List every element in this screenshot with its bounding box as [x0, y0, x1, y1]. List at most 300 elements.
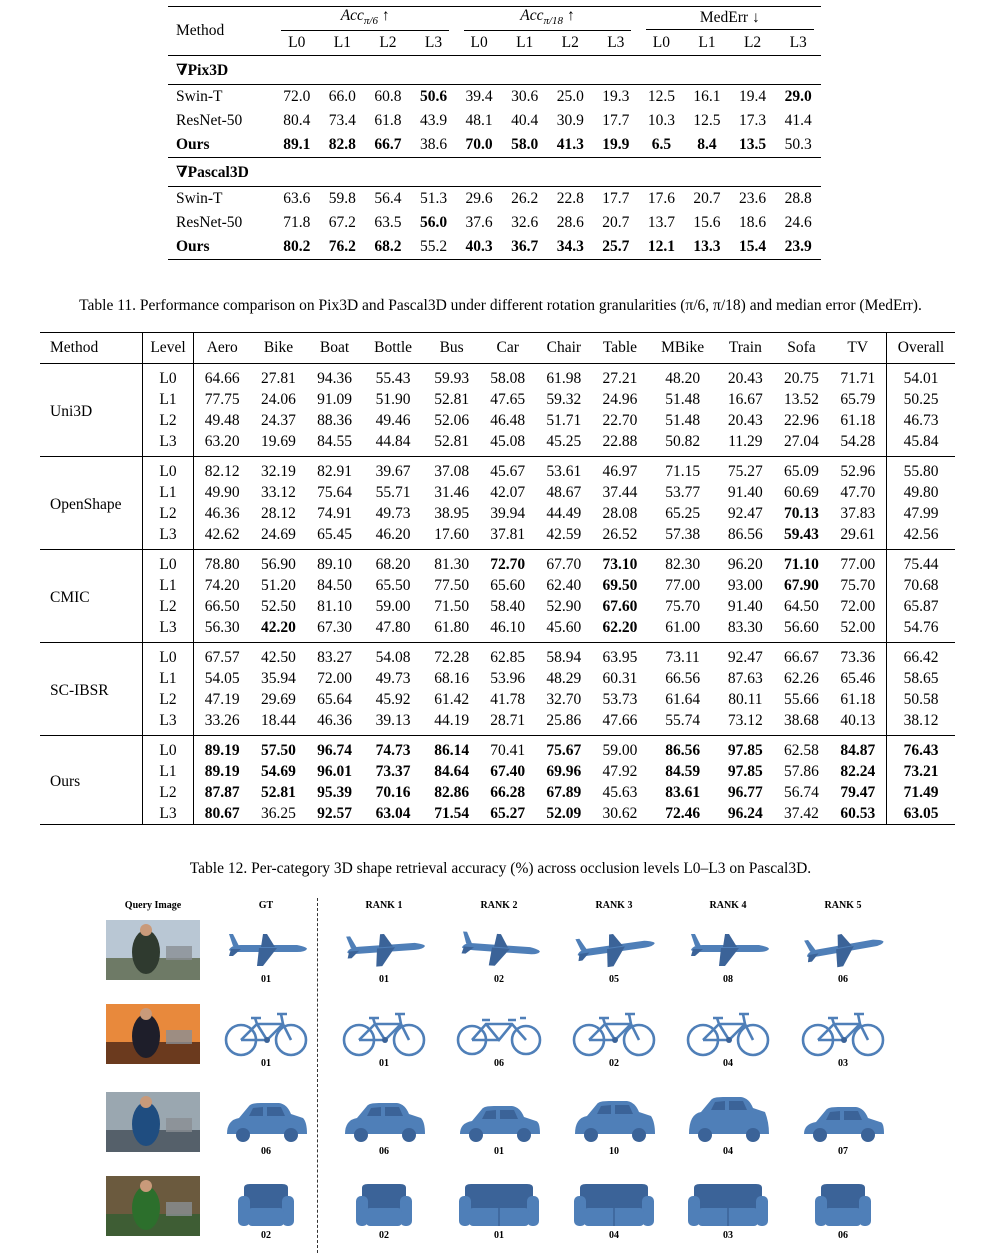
level-cell: L1 [143, 575, 194, 596]
value-cell: 50.25 [887, 389, 956, 410]
value-cell: 28.12 [261, 504, 296, 522]
value-cell: 47.70 [840, 483, 876, 501]
value-cell: 55.66 [784, 690, 819, 708]
value-cell: 63.5 [374, 214, 402, 231]
level-header: L2 [561, 34, 579, 51]
value-cell: 29.0 [775, 85, 821, 110]
value-cell: 52.81 [434, 390, 470, 408]
sofa-shape [798, 1174, 888, 1234]
level-cell: L3 [143, 803, 194, 825]
value-cell: 63.6 [274, 187, 320, 212]
value-cell: 49.90 [204, 483, 240, 501]
value-cell: 10.3 [647, 112, 675, 129]
value-cell: 52.06 [434, 411, 470, 429]
value-cell: 12.1 [639, 235, 685, 260]
figure-column-header: RANK 2 [480, 900, 518, 911]
method-cell: Ours [168, 235, 274, 260]
value-cell: 54.69 [261, 762, 296, 780]
value-cell: 41.3 [556, 136, 584, 153]
value-cell: 71.49 [887, 782, 956, 803]
value-cell: 46.20 [363, 524, 424, 550]
value-cell: 62.26 [784, 669, 819, 687]
airplane-shape [569, 918, 659, 978]
table-row [40, 431, 955, 457]
value-cell: 65.50 [375, 576, 411, 594]
value-cell: 35.94 [261, 669, 296, 687]
shape-label: 01 [494, 1230, 504, 1241]
method-header: Method [168, 7, 274, 56]
value-cell: 96.01 [317, 762, 352, 780]
value-cell: 73.12 [717, 710, 773, 736]
query-image [106, 1092, 200, 1152]
value-cell: 19.4 [730, 85, 776, 110]
value-cell: 55.71 [375, 483, 411, 501]
column-header: Method [40, 333, 143, 364]
section-title: ∇Pix3D [168, 56, 821, 85]
shape-label: 06 [261, 1146, 271, 1157]
value-cell: 73.11 [665, 648, 700, 666]
value-cell: 92.57 [307, 803, 363, 825]
group-subscript: π/6 [363, 15, 378, 28]
value-cell: 72.00 [840, 597, 876, 615]
value-cell: 77.50 [434, 576, 470, 594]
value-cell: 50.58 [887, 689, 956, 710]
value-cell: 24.6 [784, 214, 812, 231]
value-cell: 20.75 [784, 369, 819, 387]
value-cell: 80.11 [728, 690, 763, 708]
value-cell: 38.12 [887, 710, 956, 736]
airplane-shape [798, 918, 888, 978]
level-cell: L2 [143, 782, 194, 803]
table-row [40, 643, 955, 669]
value-cell: 58.40 [490, 597, 526, 615]
value-cell: 29.69 [261, 690, 296, 708]
value-cell: 91.40 [727, 483, 763, 501]
method-cell: ResNet-50 [176, 214, 243, 231]
table-row [168, 235, 821, 260]
value-cell: 91.40 [727, 597, 763, 615]
value-cell: 43.9 [419, 112, 448, 129]
value-cell: 73.4 [328, 112, 356, 129]
value-cell: 60.53 [830, 803, 887, 825]
value-cell: 66.7 [374, 136, 402, 153]
column-header: Level [143, 333, 194, 364]
level-cell: L0 [143, 457, 194, 483]
value-cell: 72.46 [648, 803, 717, 825]
table-11-header-row [168, 7, 821, 32]
value-cell: 72.0 [274, 85, 320, 110]
value-cell: 69.96 [546, 762, 582, 780]
value-cell: 13.5 [739, 136, 767, 153]
retrieval-figure [0, 890, 1001, 1259]
value-cell: 50.3 [784, 136, 812, 153]
figure-column-header: GT [258, 900, 274, 911]
level-cell: L0 [143, 643, 194, 669]
value-cell: 24.69 [250, 524, 306, 550]
column-header: Bus [424, 333, 480, 364]
value-cell: 89.19 [204, 741, 240, 759]
value-cell: 51.48 [665, 390, 701, 408]
value-cell: 56.4 [365, 187, 411, 212]
airplane-shape [221, 918, 311, 978]
value-cell: 66.42 [887, 643, 956, 669]
value-cell: 12.5 [639, 85, 685, 110]
table-row [40, 710, 955, 736]
method-cell: Swin-T [168, 187, 274, 212]
value-cell: 44.19 [424, 710, 480, 736]
value-cell: 75.44 [887, 550, 956, 576]
value-cell: 52.00 [830, 617, 887, 643]
value-cell: 25.7 [593, 235, 639, 260]
group-header [639, 7, 821, 32]
shape-label: 05 [609, 974, 619, 985]
value-cell: 61.00 [648, 617, 717, 643]
table-row [40, 575, 955, 596]
value-cell: 61.98 [546, 369, 582, 387]
value-cell: 67.60 [602, 597, 638, 615]
value-cell: 57.86 [784, 762, 819, 780]
value-cell: 37.81 [480, 524, 536, 550]
value-cell: 74.91 [317, 504, 352, 522]
value-cell: 82.86 [434, 783, 470, 801]
level-header: L2 [379, 34, 397, 51]
value-cell: 62.40 [546, 576, 582, 594]
value-cell: 96.74 [317, 741, 352, 759]
group-header-label: Acc$_{\pi/18}$ ↑ [464, 7, 632, 30]
value-cell: 97.85 [727, 741, 763, 759]
shape-label: 06 [379, 1146, 389, 1157]
value-cell: 29.6 [456, 187, 502, 212]
value-cell: 67.40 [490, 762, 526, 780]
value-cell: 65.60 [490, 576, 526, 594]
table-11 [168, 6, 821, 260]
value-cell: 54.76 [887, 617, 956, 643]
value-cell: 48.67 [546, 483, 582, 501]
value-cell: 60.31 [602, 669, 638, 687]
value-cell: 32.19 [261, 462, 296, 480]
value-cell: 65.25 [665, 504, 701, 522]
value-cell: 68.16 [434, 669, 470, 687]
value-cell: 74.20 [204, 576, 240, 594]
shape-label: 01 [379, 1058, 389, 1069]
car-shape [798, 1090, 888, 1150]
value-cell: 22.96 [784, 411, 819, 429]
value-cell: 28.08 [602, 504, 638, 522]
value-cell: 20.7 [684, 187, 730, 212]
level-header: L3 [424, 34, 443, 51]
value-cell: 67.89 [546, 783, 582, 801]
value-cell: 53.73 [602, 690, 638, 708]
value-cell: 68.2 [365, 235, 411, 260]
value-cell: 45.60 [536, 617, 592, 643]
table-row [40, 482, 955, 503]
value-cell: 59.32 [546, 390, 582, 408]
value-cell: 45.67 [490, 462, 526, 480]
value-cell: 67.30 [307, 617, 363, 643]
value-cell: 52.81 [261, 783, 296, 801]
query-image [106, 1004, 200, 1064]
value-cell: 66.28 [490, 783, 526, 801]
value-cell: 72.00 [317, 669, 352, 687]
value-cell: 27.81 [261, 369, 296, 387]
shape-label: 07 [838, 1146, 848, 1157]
method-cell: Uni3D [40, 364, 143, 457]
value-cell: 45.25 [536, 431, 592, 457]
level-cell: L3 [143, 710, 194, 736]
value-cell: 61.80 [424, 617, 480, 643]
shape-label: 01 [379, 974, 389, 985]
value-cell: 83.30 [717, 617, 773, 643]
value-cell: 39.4 [456, 85, 502, 110]
value-cell: 53.61 [546, 462, 582, 480]
column-header: MBike [648, 333, 717, 364]
value-cell: 84.64 [434, 762, 470, 780]
value-cell: 17.60 [424, 524, 480, 550]
value-cell: 20.7 [602, 214, 630, 231]
figure-column-header: Query Image [124, 900, 182, 911]
value-cell: 11.29 [717, 431, 773, 457]
value-cell: 75.70 [840, 576, 876, 594]
table-row [40, 689, 955, 710]
value-cell: 20.43 [727, 369, 763, 387]
section-row [168, 158, 821, 187]
value-cell: 50.82 [648, 431, 717, 457]
level-cell: L0 [143, 736, 194, 762]
value-cell: 24.96 [602, 390, 638, 408]
value-cell: 55.2 [411, 235, 457, 260]
value-cell: 89.1 [283, 136, 311, 153]
level-cell: L3 [143, 524, 194, 550]
table-row [40, 364, 955, 390]
value-cell: 27.21 [602, 369, 638, 387]
value-cell: 63.20 [194, 431, 251, 457]
sofa-shape [339, 1174, 429, 1234]
method-cell: Ours [176, 136, 210, 153]
value-cell: 73.10 [602, 555, 638, 573]
value-cell: 73.21 [887, 761, 956, 782]
value-cell: 32.70 [546, 690, 582, 708]
value-cell: 45.92 [375, 690, 411, 708]
value-cell: 54.08 [375, 648, 411, 666]
value-cell: 41.78 [490, 690, 526, 708]
table-row [40, 550, 955, 576]
value-cell: 47.99 [887, 503, 956, 524]
value-cell: 56.60 [773, 617, 829, 643]
table-12-caption: Table 12. Per-category 3D shape retrieval accuracy (%) across occlusion levels L0–L3 on Pascal3D. [189, 860, 812, 877]
value-cell: 39.13 [363, 710, 424, 736]
group-subscript: π/18 [543, 15, 564, 28]
column-header: Overall [887, 333, 956, 364]
value-cell: 71.15 [665, 462, 701, 480]
level-header: L1 [333, 34, 351, 51]
shape-label: 06 [838, 1230, 848, 1241]
value-cell: 93.00 [727, 576, 763, 594]
value-cell: 24.06 [261, 390, 296, 408]
level-cell: L2 [143, 689, 194, 710]
bicycle-shape [683, 1002, 773, 1062]
level-cell: L1 [143, 389, 194, 410]
value-cell: 66.0 [320, 85, 366, 110]
value-cell: 59.00 [375, 597, 411, 615]
value-cell: 75.64 [317, 483, 352, 501]
level-cell: L3 [143, 431, 194, 457]
value-cell: 36.25 [250, 803, 306, 825]
value-cell: 41.4 [784, 112, 812, 129]
value-cell: 65.27 [480, 803, 536, 825]
value-cell: 47.66 [592, 710, 648, 736]
value-cell: 65.87 [887, 596, 956, 617]
table-row [40, 617, 955, 643]
shape-label: 03 [838, 1058, 848, 1069]
value-cell: 49.80 [887, 482, 956, 503]
shape-label: 04 [723, 1058, 733, 1069]
car-shape [221, 1090, 311, 1150]
value-cell: 25.86 [536, 710, 592, 736]
value-cell: 80.67 [194, 803, 251, 825]
level-header: L1 [698, 34, 716, 51]
value-cell: 44.49 [546, 504, 582, 522]
value-cell: 52.90 [546, 597, 582, 615]
value-cell: 52.50 [261, 597, 296, 615]
table-row [40, 410, 955, 431]
shape-label: 02 [494, 974, 504, 985]
car-shape [339, 1090, 429, 1150]
value-cell: 52.09 [536, 803, 592, 825]
value-cell: 58.65 [887, 668, 956, 689]
figure-column-header: RANK 3 [595, 900, 633, 911]
value-cell: 47.65 [490, 390, 526, 408]
table-11-caption: Table 11. Performance comparison on Pix3D and Pascal3D under different rotation granularities (π/6, π/18) and median error (MedErr). [79, 297, 922, 314]
car-shape [569, 1090, 659, 1150]
value-cell: 38.95 [434, 504, 470, 522]
table-row [40, 524, 955, 550]
value-cell: 45.08 [480, 431, 536, 457]
method-cell: OpenShape [40, 457, 143, 550]
value-cell: 37.6 [465, 214, 493, 231]
airplane-shape [339, 918, 429, 978]
value-cell: 23.9 [775, 235, 821, 260]
value-cell: 16.67 [727, 390, 763, 408]
value-cell: 87.63 [727, 669, 763, 687]
value-cell: 33.12 [261, 483, 296, 501]
table-row [40, 668, 955, 689]
value-cell: 53.96 [490, 669, 526, 687]
value-cell: 58.94 [546, 648, 582, 666]
value-cell: 16.1 [684, 85, 730, 110]
value-cell: 55.43 [375, 369, 411, 387]
table-row [168, 85, 821, 110]
value-cell: 57.50 [261, 741, 296, 759]
value-cell: 84.50 [317, 576, 352, 594]
value-cell: 46.10 [480, 617, 536, 643]
value-cell: 66.67 [784, 648, 819, 666]
value-cell: 75.67 [546, 741, 582, 759]
value-cell: 63.95 [602, 648, 638, 666]
value-cell: 80.2 [274, 235, 320, 260]
value-cell: 56.90 [261, 555, 296, 573]
level-cell: L0 [143, 364, 194, 390]
value-cell: 67.70 [546, 555, 582, 573]
value-cell: 51.3 [411, 187, 457, 212]
value-cell: 38.6 [419, 136, 448, 153]
level-header: L0 [652, 34, 671, 51]
value-cell: 96.24 [717, 803, 773, 825]
value-cell: 77.00 [840, 555, 876, 573]
value-cell: 57.38 [648, 524, 717, 550]
value-cell: 37.42 [773, 803, 829, 825]
value-cell: 53.77 [665, 483, 701, 501]
value-cell: 65.79 [840, 390, 876, 408]
table-row [168, 211, 821, 235]
value-cell: 71.54 [424, 803, 480, 825]
value-cell: 71.71 [840, 369, 876, 387]
value-cell: 59.8 [320, 187, 366, 212]
value-cell: 8.4 [697, 136, 717, 153]
value-cell: 13.52 [784, 390, 819, 408]
value-cell: 37.08 [434, 462, 470, 480]
value-cell: 29.61 [830, 524, 887, 550]
value-cell: 61.18 [840, 690, 876, 708]
value-cell: 82.91 [317, 462, 352, 480]
table-row [168, 133, 821, 158]
figure-divider [317, 898, 318, 1253]
value-cell: 95.39 [317, 783, 352, 801]
method-cell: Swin-T [168, 85, 274, 110]
shape-label: 06 [494, 1058, 504, 1069]
value-cell: 86.56 [717, 524, 773, 550]
query-image [106, 1176, 200, 1236]
value-cell: 40.13 [830, 710, 887, 736]
value-cell: 42.62 [194, 524, 251, 550]
shape-label: 06 [838, 974, 848, 985]
value-cell: 54.01 [887, 364, 956, 390]
value-cell: 36.7 [502, 235, 548, 260]
value-cell: 22.88 [592, 431, 648, 457]
value-cell: 28.6 [556, 214, 584, 231]
value-cell: 58.0 [511, 136, 539, 153]
value-cell: 45.63 [602, 783, 638, 801]
value-cell: 67.90 [784, 576, 819, 594]
value-cell: 34.3 [547, 235, 593, 260]
value-cell: 54.05 [204, 669, 240, 687]
value-cell: 25.0 [547, 85, 593, 110]
value-cell: 78.80 [204, 555, 240, 573]
value-cell: 82.8 [328, 136, 356, 153]
value-cell: 72.28 [434, 648, 470, 666]
value-cell: 30.9 [556, 112, 584, 129]
value-cell: 22.70 [602, 411, 638, 429]
value-cell: 38.68 [773, 710, 829, 736]
bicycle-shape [569, 1002, 659, 1062]
value-cell: 61.42 [434, 690, 470, 708]
table-row [40, 389, 955, 410]
value-cell: 71.8 [283, 214, 311, 231]
value-cell: 46.97 [602, 462, 638, 480]
value-cell: 92.47 [727, 648, 763, 666]
value-cell: 44.84 [363, 431, 424, 457]
value-cell: 17.7 [593, 187, 639, 212]
value-cell: 59.43 [773, 524, 829, 550]
value-cell: 13.7 [647, 214, 675, 231]
sofa-shape [683, 1174, 773, 1234]
value-cell: 97.85 [727, 762, 763, 780]
level-cell: L2 [143, 503, 194, 524]
value-cell: 15.6 [693, 214, 721, 231]
group-header-label: MedErr ↓ [646, 9, 814, 30]
table-row [40, 761, 955, 782]
value-cell: 75.27 [727, 462, 763, 480]
value-cell: 70.13 [784, 504, 819, 522]
